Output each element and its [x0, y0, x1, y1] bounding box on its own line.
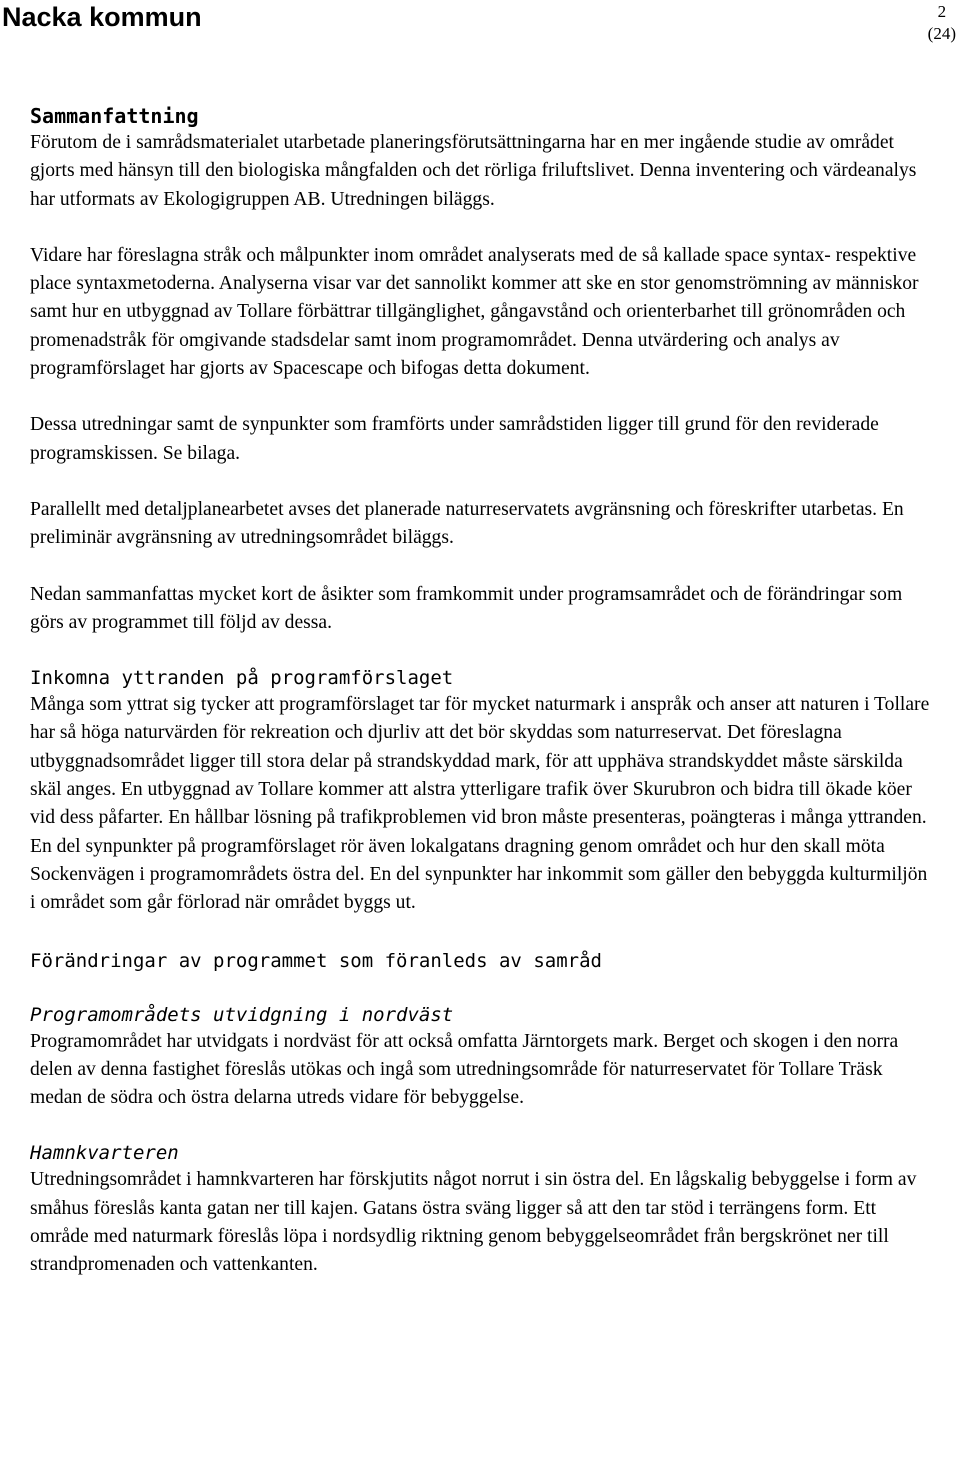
summary-paragraph-2: Vidare har föreslagna stråk och målpunkter inom området analyserats med de så kallade space syntax- respektive place syntaxmetoderna. Analyserna visar var det sannolikt kommer att ske en stor genomströmning av människor samt hur en utbyggnad av Tollare förbättrar tillgänglighet, gångavstånd och orienterbarhet till grönområden och promenadstråk för omgivande stadsdelar samt inom programområdet. Denna utvärdering och analys av programförslaget har gjorts av Spacescape och bifogas detta dokument. — [30, 244, 919, 380]
subsection-heading-northwest: Programområdets utvidgning i nordväst — [30, 1003, 454, 1026]
responses-paragraph: Många som yttrat sig tycker att programförslaget tar för mycket naturmark i anspråk och anser att naturen i Tollare har så höga naturvärden för rekreation och djurliv att det bör skyddas som naturreservat. Det föreslagna utbyggnadsområdet ligger till stora delar på strandskyddad mark, för att upphäva strandskyddet måste särskilda skäl anges. En utbyggnad av Tollare kommer att alstra ytterligare trafik över Skurubron och bidra till ökade köer vid dess påfarter. En hållbar lösning på trafikproblemen vid bron måste presenteras, poängteras i många yttranden. En del synpunkter på programförslaget rör även lokalgatans dragning genom området och hur den skall möta Sockenvägen i programområdets östra del. En del synpunkter har inkommit som gäller den bebyggda kulturmiljön i området som går förlorad när området byggs ut. — [30, 694, 930, 914]
document-body — [30, 103, 935, 1280]
page-header — [0, 0, 960, 60]
summary-paragraph-5: Nedan sammanfattas mycket kort de åsikter som framkommit under programsamrådet och de förändringar som görs av programmet till följd av dessa. — [30, 583, 903, 633]
responses-heading: Inkomna yttranden på programförslaget — [30, 667, 454, 690]
subsection-heading-harbour: Hamnkvarteren — [30, 1142, 179, 1165]
summary-paragraph-4: Parallellt med detaljplanearbetet avses det planerade naturreservatets avgränsning och föreskrifter utarbetas. En preliminär avgränsning av utredningsområdet biläggs. — [30, 498, 904, 549]
subsection-paragraph-harbour: Utredningsområdet i hamnkvarteren har förskjutits något norrut i sin östra del. En lågskalig bebyggelse i form av småhus föreslås kanta gatan ner till kajen. Gatans östra sväng ligger så att den tar stöd i terrängens form. Ett område med naturmark föreslås löpa i nordsydlig riktning genom bebyggelseområdet från bergskrönet ner till strandpromenaden och vattenkanten. — [30, 1169, 917, 1276]
summary-paragraph-3: Dessa utredningar samt de synpunkter som framförts under samrådstiden ligger till grund för den reviderade programskissen. Se bilaga. — [30, 414, 879, 464]
page-number-total: (24) — [927, 24, 956, 43]
subsection-paragraph-northwest: Programområdet har utvidgats i nordväst för att också omfatta Järntorgets mark. Berget och skogen i den norra delen av denna fastighet föreslås utökas och ingå som utredningsområde för naturreservatet för Tollare Träsk medan de södra och östra delarna utreds vidare för bebyggelse. — [30, 1030, 899, 1109]
changes-heading: Förändringar av programmet som föranleds av samråd — [30, 949, 602, 972]
organization-name: Nacka kommun — [2, 2, 202, 32]
page-number — [928, 1, 956, 45]
page-number-current: 2 — [937, 2, 947, 21]
summary-heading: Sammanfattning — [30, 104, 199, 128]
summary-paragraph-1: Förutom de i samrådsmaterialet utarbetade planeringsförutsättningarna har en mer ingående studie av området gjorts med hänsyn till den biologiska mångfalden och det rörliga friluftslivet. Denna inventering och värdeanalys har utformats av Ekologigruppen AB. Utredningen biläggs. — [30, 132, 917, 210]
